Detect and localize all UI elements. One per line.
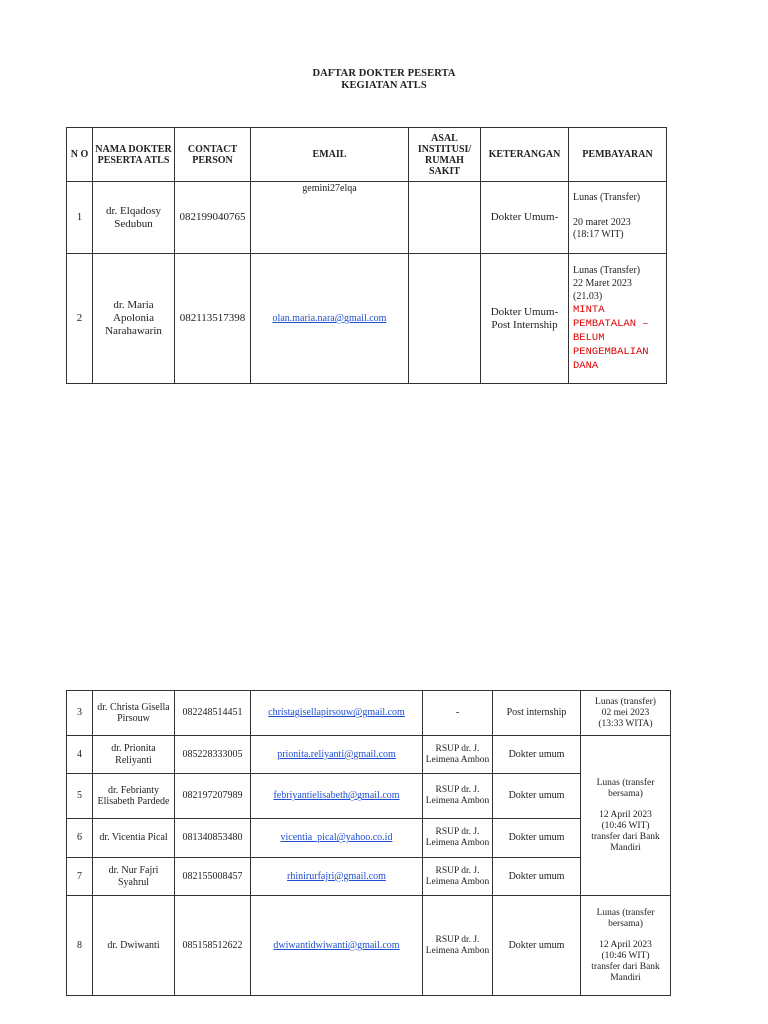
email-link[interactable]: christagisellapirsouw@gmail.com (268, 707, 405, 719)
cell-contact: 082248514451 (175, 691, 251, 736)
payment-date: 12 April 2023 (599, 809, 652, 820)
table-row (67, 254, 667, 384)
cell-nama: dr. Nur Fajri Syahrul (93, 858, 175, 896)
payment-source: transfer dari Bank Mandiri (591, 961, 660, 983)
cell-email (251, 858, 423, 896)
payment-date: 02 mei 2023 (601, 707, 650, 718)
cell-pembayaran (581, 896, 671, 996)
cancellation-note: MINTA PEMBATALAN – BELUM PENGEMBALIAN DANA (573, 304, 649, 372)
cell-contact: 082197207989 (175, 774, 251, 819)
cell-email (251, 896, 423, 996)
cell-no: 1 (67, 182, 93, 254)
cell-nama: dr. Vicentia Pical (93, 819, 175, 858)
header-contact: CONTACT PERSON (175, 128, 251, 182)
cell-no: 4 (67, 736, 93, 774)
cell-email (251, 254, 409, 384)
cell-asal: RSUP dr. J. Leimena Ambon (423, 736, 493, 774)
cell-pembayaran-grouped (581, 736, 671, 896)
participants-table-page2 (66, 690, 671, 996)
email-link[interactable]: vicentia_pical@yahoo.co.id (280, 832, 393, 844)
cell-keterangan: Dokter Umum-Post Internship (481, 254, 569, 384)
cell-pembayaran (569, 254, 667, 384)
payment-status: Lunas (transfer) (595, 696, 656, 707)
header-row (67, 128, 667, 182)
cell-nama: dr. Prionita Reliyanti (93, 736, 175, 774)
table-row (67, 896, 671, 996)
payment-time: (13:33 WITA) (598, 718, 653, 729)
cell-nama: dr. Elqadosy Sedubun (93, 182, 175, 254)
cell-email: gemini27elqa (251, 182, 409, 254)
payment-status: Lunas (transfer bersama) (596, 777, 655, 799)
cell-keterangan: Dokter umum (493, 736, 581, 774)
table-row (67, 774, 671, 819)
cell-nama: dr. Christa Gisella Pirsouw (93, 691, 175, 736)
cell-email (251, 736, 423, 774)
payment-date: 22 Maret 2023 (573, 278, 632, 289)
cell-contact: 085228333005 (175, 736, 251, 774)
cell-asal: RSUP dr. J. Leimena Ambon (423, 896, 493, 996)
email-link[interactable]: dwiwantidwiwanti@gmail.com (273, 939, 400, 951)
cell-keterangan: Post internship (493, 691, 581, 736)
payment-time: (10:46 WIT) (601, 820, 650, 831)
payment-date: 12 April 2023 (599, 939, 652, 950)
payment-status: Lunas (Transfer) (573, 192, 641, 203)
cell-nama: dr. Maria Apolonia Narahawarin (93, 254, 175, 384)
cell-no: 6 (67, 819, 93, 858)
cell-email (251, 819, 423, 858)
table-row (67, 736, 671, 774)
cell-keterangan: Dokter umum (493, 896, 581, 996)
cell-no: 2 (67, 254, 93, 384)
payment-source: transfer dari Bank Mandiri (591, 831, 660, 853)
payment-status: Lunas (transfer bersama) (596, 907, 655, 929)
cell-asal: RSUP dr. J. Leimena Ambon (423, 774, 493, 819)
cell-pembayaran (581, 691, 671, 736)
cell-asal (409, 254, 481, 384)
cell-keterangan: Dokter umum (493, 819, 581, 858)
header-pembayaran: PEMBAYARAN (569, 128, 667, 182)
cell-contact: 085158512622 (175, 896, 251, 996)
payment-time: (10:46 WIT) (601, 950, 650, 961)
payment-status: Lunas (Transfer) (573, 265, 641, 276)
cell-asal: - (423, 691, 493, 736)
header-nama: NAMA DOKTER PESERTA ATLS (93, 128, 175, 182)
table-row (67, 858, 671, 896)
cell-no: 7 (67, 858, 93, 896)
cell-asal: RSUP dr. J. Leimena Ambon (423, 858, 493, 896)
document-title-line2: KEGIATAN ATLS (341, 80, 427, 91)
table-row (67, 182, 667, 254)
cell-nama: dr. Dwiwanti (93, 896, 175, 996)
cell-no: 8 (67, 896, 93, 996)
header-asal: ASAL INSTITUSI/ RUMAH SAKIT (409, 128, 481, 182)
header-keterangan: KETERANGAN (481, 128, 569, 182)
email-link[interactable]: rhinirurfajri@gmail.com (287, 870, 386, 882)
cell-keterangan: Dokter Umum- (481, 182, 569, 254)
header-no: N O (67, 128, 93, 182)
cell-no: 3 (67, 691, 93, 736)
payment-date: 20 maret 2023 (573, 216, 631, 228)
cell-contact: 082199040765 (175, 182, 251, 254)
cell-nama: dr. Febrianty Elisabeth Pardede (93, 774, 175, 819)
email-link[interactable]: olan.maria.nara@gmail.com (272, 313, 387, 324)
table-row (67, 819, 671, 858)
cell-contact: 082155008457 (175, 858, 251, 896)
cell-pembayaran (569, 182, 667, 254)
document-title-line1: DAFTAR DOKTER PESERTA (312, 68, 456, 79)
cell-keterangan: Dokter umum (493, 858, 581, 896)
cell-asal (409, 182, 481, 254)
cell-asal: RSUP dr. J. Leimena Ambon (423, 819, 493, 858)
participants-table-page1 (66, 127, 667, 384)
payment-time: (18:17 WIT) (573, 229, 624, 240)
cell-contact: 081340853480 (175, 819, 251, 858)
cell-contact: 082113517398 (175, 254, 251, 384)
email-link[interactable]: febriyantielisabeth@gmail.com (273, 790, 400, 802)
table-row (67, 691, 671, 736)
cell-email (251, 691, 423, 736)
header-email: EMAIL (251, 128, 409, 182)
cell-no: 5 (67, 774, 93, 819)
email-link[interactable]: prionita.reliyanti@gmail.com (277, 748, 396, 760)
cell-keterangan: Dokter umum (493, 774, 581, 819)
payment-time: (21.03) (573, 291, 603, 302)
cell-email (251, 774, 423, 819)
